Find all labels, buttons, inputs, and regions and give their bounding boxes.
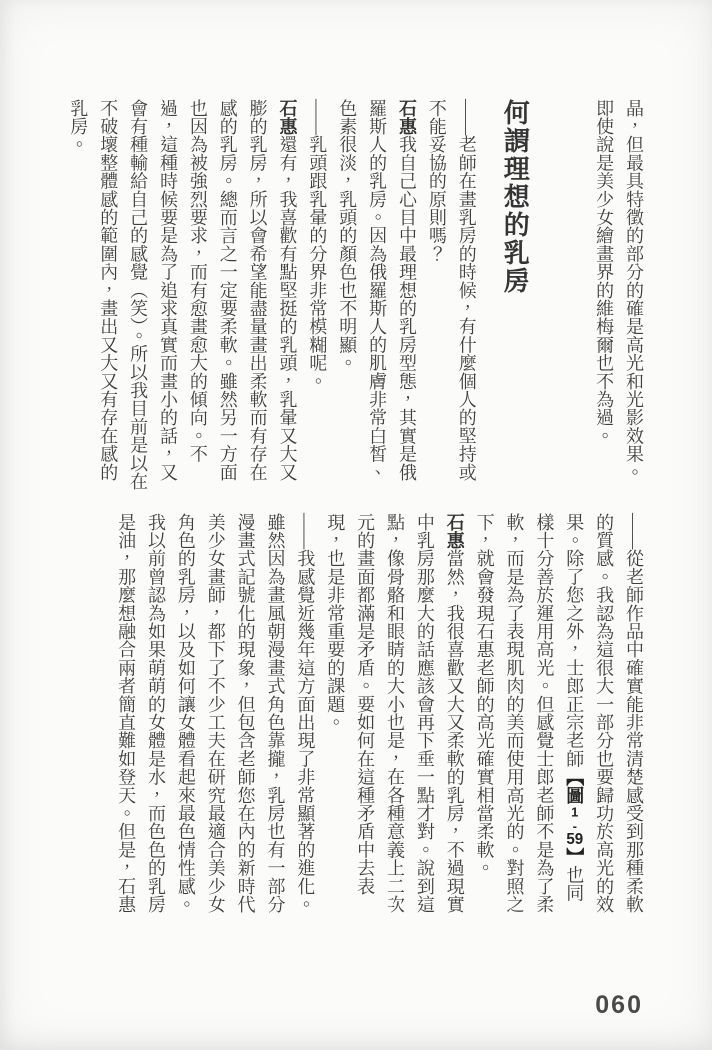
text-band-bottom: [48, 513, 648, 915]
remark-text: 也同樣十分善於運用高光。但感覺士郎老師不是為了柔軟，而是為了表現肌肉的美而使用高光的。對照之下，就會發現石惠老師的高光確實相當柔軟。: [474, 513, 585, 914]
speaker-name: 石惠: [444, 513, 465, 550]
speaker-text: 還有，我喜歡有點堅挺的乳頭，乳暈又大又膨的乳房，所以會希望能盡量畫出柔軟而有存在感的乳房。總而言之一定要柔軟。雖然另一方面也因為被強烈要求，而有愈畫愈大的傾向。不過，這種時候要是為了追求真實而畫小的話，又會有種輸給自己的感覺（笑）。所以我目前是以在不破壞整體感的範圍內，畫出又大又有存在感的乳房。: [68, 99, 298, 491]
speaker-name: 石惠: [397, 99, 417, 136]
speaker-paragraph: [319, 513, 468, 915]
paragraph-continuation: 晶，但最具特徵的部分的確是高光和光影效果。即使說是美少女繪畫界的維梅爾也不為過。: [594, 99, 644, 482]
interviewer-remark: ——我感覺近幾年這方面出現了非常顯著的進化。雖然因為畫風朝漫畫式角色靠攏，乳房也有一部分漫畫式記號化的現象，但包含老師您在內的新時代美少女畫師，都下了不少工夫在研究最適合美少女角色的乳房，以及如何讓女體看起來最色情性感。我以前曾認為如果萌萌的女體是水，而色色的乳房是油，那麼想融合兩者簡直難如登天。但是，石惠: [116, 513, 316, 914]
speaker-paragraph: [63, 99, 302, 499]
interviewer-remark: [469, 513, 648, 915]
speaker-paragraph: [331, 99, 421, 499]
figure-reference: [564, 768, 584, 866]
figure-ref-number: 59: [566, 832, 584, 848]
speaker-name: 石惠: [277, 99, 298, 136]
text-band-top: [48, 99, 648, 499]
interviewer-question: ——老師在畫乳房的時候，有什麼個人的堅持或不能妥協的原則嗎？: [426, 99, 477, 482]
remark-text: ——從老師作品中確實能非常清楚感受到那種柔軟的質感。我認為這很大一部分也要歸功於高光的效果。除了您之外，士郎正宗老師: [564, 513, 644, 914]
speaker-text: 當然，我很喜歡又大又柔軟的乳房，不過現實中乳房那麼大的話應該會再下垂一點才對。說到這點，像骨骼和眼睛的大小也是，在各種意義上二次元的畫面都滿是矛盾。要如何在這種矛盾中去表現，也是非常重要的課題。: [325, 513, 465, 914]
speaker-text: 我自己心目中最理想的乳房型態，其實是俄羅斯人的乳房。因為俄羅斯人的肌膚非常白皙、色素很淡，乳頭的顏色也不明顯。: [337, 99, 417, 482]
figure-ref-close: 】: [564, 847, 585, 866]
page-number: 060: [595, 991, 643, 1019]
figure-ref-number: 1-: [567, 804, 583, 833]
figure-ref-open: 【圖: [564, 767, 585, 805]
section-heading: 何謂理想的乳房: [500, 99, 530, 295]
interviewer-remark: ——乳頭跟乳暈的分界非常模糊呢。: [307, 99, 328, 391]
